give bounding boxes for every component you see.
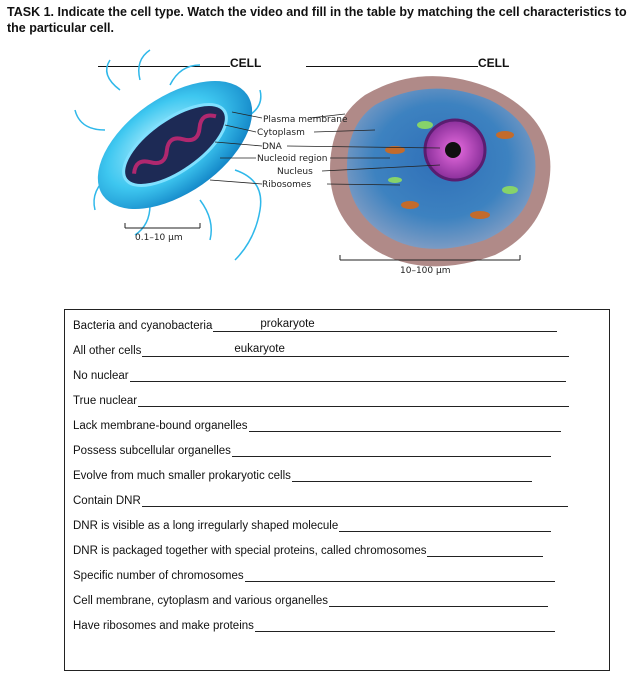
label-nucleoid-region: Nucleoid region — [257, 154, 328, 164]
answer-blank[interactable] — [255, 618, 555, 632]
prokaryote-scale-label: 0.1–10 μm — [135, 233, 183, 243]
table-row — [73, 391, 569, 407]
row-text: DNR is visible as a long irregularly shaped molecule — [73, 520, 339, 532]
row-text: Bacteria and cyanobacteria — [73, 320, 213, 332]
task-instructions: TASK 1. Indicate the cell type. Watch the video and fill in the table by matching the cell characteristics to the particular cell. — [7, 5, 627, 35]
table-row — [73, 541, 543, 557]
table-row — [73, 616, 555, 632]
label-cytoplasm: Cytoplasm — [257, 128, 305, 138]
answer-blank[interactable] — [249, 418, 561, 432]
answer-blank[interactable] — [339, 518, 551, 532]
table-row — [73, 591, 548, 607]
row-text: Cell membrane, cytoplasm and various organelles — [73, 595, 329, 607]
table-row — [73, 416, 561, 432]
row-text: True nuclear — [73, 395, 138, 407]
table-row — [73, 441, 551, 457]
row-text: DNR is packaged together with special proteins, called chromosomes — [73, 545, 427, 557]
answer-blank[interactable] — [245, 568, 555, 582]
row-answer: prokaryote — [260, 318, 315, 330]
row-text: Contain DNR — [73, 495, 141, 507]
answer-blank[interactable] — [138, 393, 569, 407]
row-answer: eukaryote — [234, 343, 285, 355]
answer-blank[interactable] — [292, 468, 532, 482]
table-row — [73, 491, 568, 507]
matching-table — [64, 309, 610, 671]
eukaryote-scale-label: 10–100 μm — [400, 266, 451, 276]
table-row — [73, 341, 569, 357]
row-text: Have ribosomes and make proteins — [73, 620, 254, 632]
right-cell-label: CELL — [478, 56, 510, 70]
label-nucleus: Nucleus — [277, 167, 313, 177]
answer-blank[interactable] — [329, 593, 548, 607]
table-row — [73, 516, 551, 532]
answer-blank[interactable] — [142, 493, 568, 507]
table-row — [73, 366, 566, 382]
answer-blank[interactable] — [232, 443, 551, 457]
row-text: Evolve from much smaller prokaryotic cells — [73, 470, 291, 482]
prokaryote-illustration — [75, 50, 275, 260]
answer-blank[interactable] — [130, 368, 566, 382]
table-row — [73, 566, 555, 582]
table-row — [73, 466, 532, 482]
answer-blank[interactable] — [142, 343, 569, 357]
answer-blank[interactable] — [427, 543, 543, 557]
row-text: Specific number of chromosomes — [73, 570, 244, 582]
left-cell-label: CELL — [230, 56, 262, 70]
eukaryote-illustration — [330, 76, 550, 276]
row-text: Lack membrane-bound organelles — [73, 420, 248, 432]
answer-blank[interactable] — [213, 318, 557, 332]
row-text: All other cells — [73, 345, 142, 357]
label-dna: DNA — [262, 142, 282, 152]
label-ribosomes: Ribosomes — [262, 180, 312, 190]
label-plasma-membrane: Plasma membrane — [263, 115, 348, 125]
cell-diagram — [0, 0, 638, 300]
table-row — [73, 316, 557, 332]
row-text: Possess subcellular organelles — [73, 445, 231, 457]
row-text: No nuclear — [73, 370, 129, 382]
